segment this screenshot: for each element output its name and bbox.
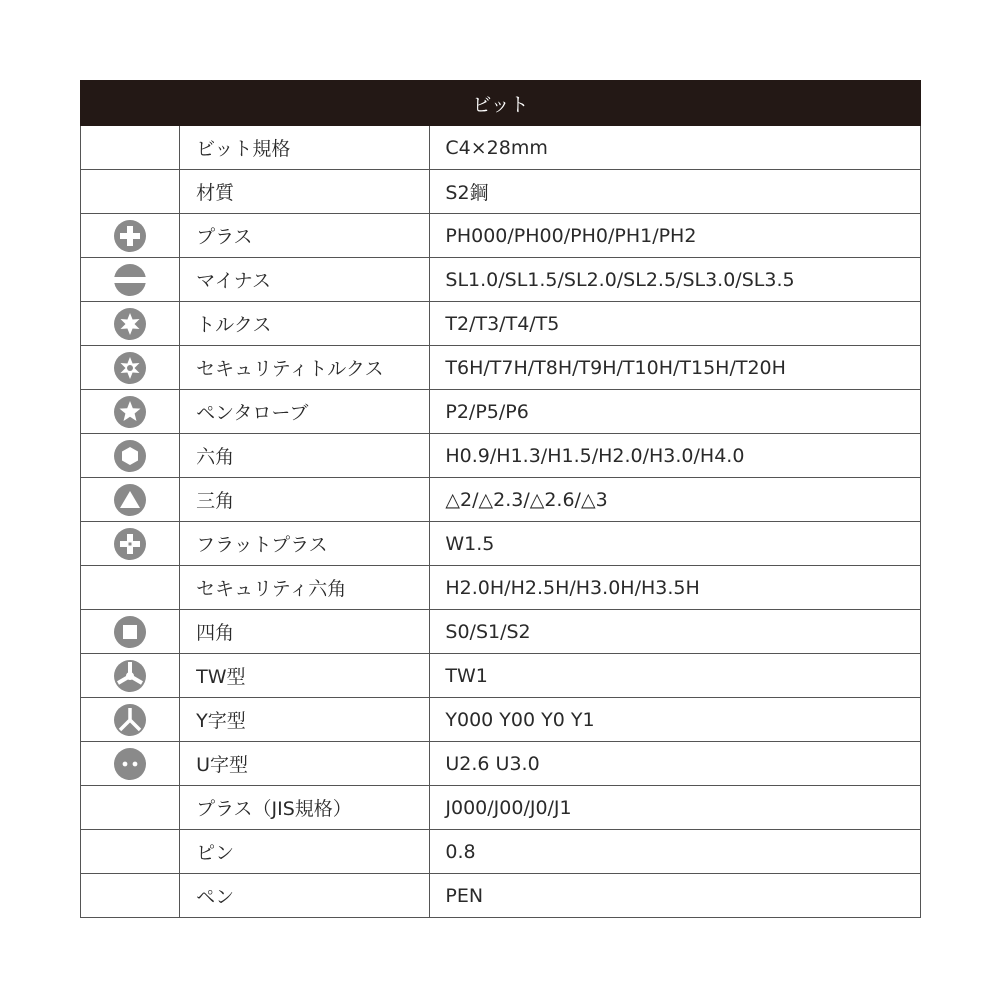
icon-cell [81, 830, 180, 874]
row-value: C4×28mm [430, 126, 921, 170]
row-label: トルクス [180, 302, 430, 346]
table-row [81, 302, 921, 346]
table-row [81, 698, 921, 742]
row-label: プラス [180, 214, 430, 258]
icon-cell [81, 610, 180, 654]
phillips-icon [114, 220, 146, 252]
icon-cell [81, 258, 180, 302]
table-row [81, 258, 921, 302]
row-value: S2鋼 [430, 170, 921, 214]
row-value: T2/T3/T4/T5 [430, 302, 921, 346]
table-row [81, 874, 921, 918]
triangle-icon [114, 484, 146, 516]
row-label: 四角 [180, 610, 430, 654]
table-row [81, 830, 921, 874]
icon-cell [81, 346, 180, 390]
row-value: S0/S1/S2 [430, 610, 921, 654]
row-value: PEN [430, 874, 921, 918]
table-row [81, 522, 921, 566]
row-label: U字型 [180, 742, 430, 786]
row-label: ペン [180, 874, 430, 918]
table-row [81, 478, 921, 522]
tri-wing-icon [114, 660, 146, 692]
torx-icon [114, 308, 146, 340]
row-label: ピン [180, 830, 430, 874]
table-row [81, 390, 921, 434]
table-row [81, 214, 921, 258]
table-row [81, 170, 921, 214]
row-label: 三角 [180, 478, 430, 522]
row-value: 0.8 [430, 830, 921, 874]
row-value: J000/J00/J0/J1 [430, 786, 921, 830]
row-label: Y字型 [180, 698, 430, 742]
y-type-icon [114, 704, 146, 736]
row-label: 材質 [180, 170, 430, 214]
row-value: U2.6 U3.0 [430, 742, 921, 786]
pentalobe-icon [114, 396, 146, 428]
row-value: TW1 [430, 654, 921, 698]
row-label: セキュリティ六角 [180, 566, 430, 610]
table-header-row [81, 81, 921, 126]
row-label: ペンタローブ [180, 390, 430, 434]
security-torx-icon [114, 352, 146, 384]
icon-cell [81, 214, 180, 258]
icon-cell [81, 566, 180, 610]
row-value: PH000/PH00/PH0/PH1/PH2 [430, 214, 921, 258]
table-row [81, 786, 921, 830]
flat-phillips-icon [114, 528, 146, 560]
icon-cell [81, 874, 180, 918]
row-value: H0.9/H1.3/H1.5/H2.0/H3.0/H4.0 [430, 434, 921, 478]
icon-cell [81, 742, 180, 786]
icon-cell [81, 302, 180, 346]
table-row [81, 126, 921, 170]
table-row [81, 742, 921, 786]
icon-cell [81, 126, 180, 170]
row-value: T6H/T7H/T8H/T9H/T10H/T15H/T20H [430, 346, 921, 390]
row-value: Y000 Y00 Y0 Y1 [430, 698, 921, 742]
bit-spec-table [80, 80, 921, 918]
icon-cell [81, 698, 180, 742]
square-icon [114, 616, 146, 648]
table-body [81, 126, 921, 918]
row-value: △2/△2.3/△2.6/△3 [430, 478, 921, 522]
table-row [81, 346, 921, 390]
row-label: 六角 [180, 434, 430, 478]
table-row [81, 566, 921, 610]
icon-cell [81, 434, 180, 478]
row-label: フラットプラス [180, 522, 430, 566]
table-row [81, 434, 921, 478]
icon-cell [81, 390, 180, 434]
icon-cell [81, 786, 180, 830]
icon-cell [81, 522, 180, 566]
row-label: セキュリティトルクス [180, 346, 430, 390]
icon-cell [81, 654, 180, 698]
icon-cell [81, 170, 180, 214]
row-value: SL1.0/SL1.5/SL2.0/SL2.5/SL3.0/SL3.5 [430, 258, 921, 302]
table-header-title: ビット [81, 81, 921, 126]
row-value: P2/P5/P6 [430, 390, 921, 434]
row-value: W1.5 [430, 522, 921, 566]
icon-cell [81, 478, 180, 522]
slotted-icon [114, 264, 146, 296]
table-row [81, 610, 921, 654]
row-value: H2.0H/H2.5H/H3.0H/H3.5H [430, 566, 921, 610]
hex-icon [114, 440, 146, 472]
row-label: マイナス [180, 258, 430, 302]
row-label: プラス（JIS規格） [180, 786, 430, 830]
row-label: ビット規格 [180, 126, 430, 170]
table-row [81, 654, 921, 698]
u-type-icon [114, 748, 146, 780]
row-label: TW型 [180, 654, 430, 698]
